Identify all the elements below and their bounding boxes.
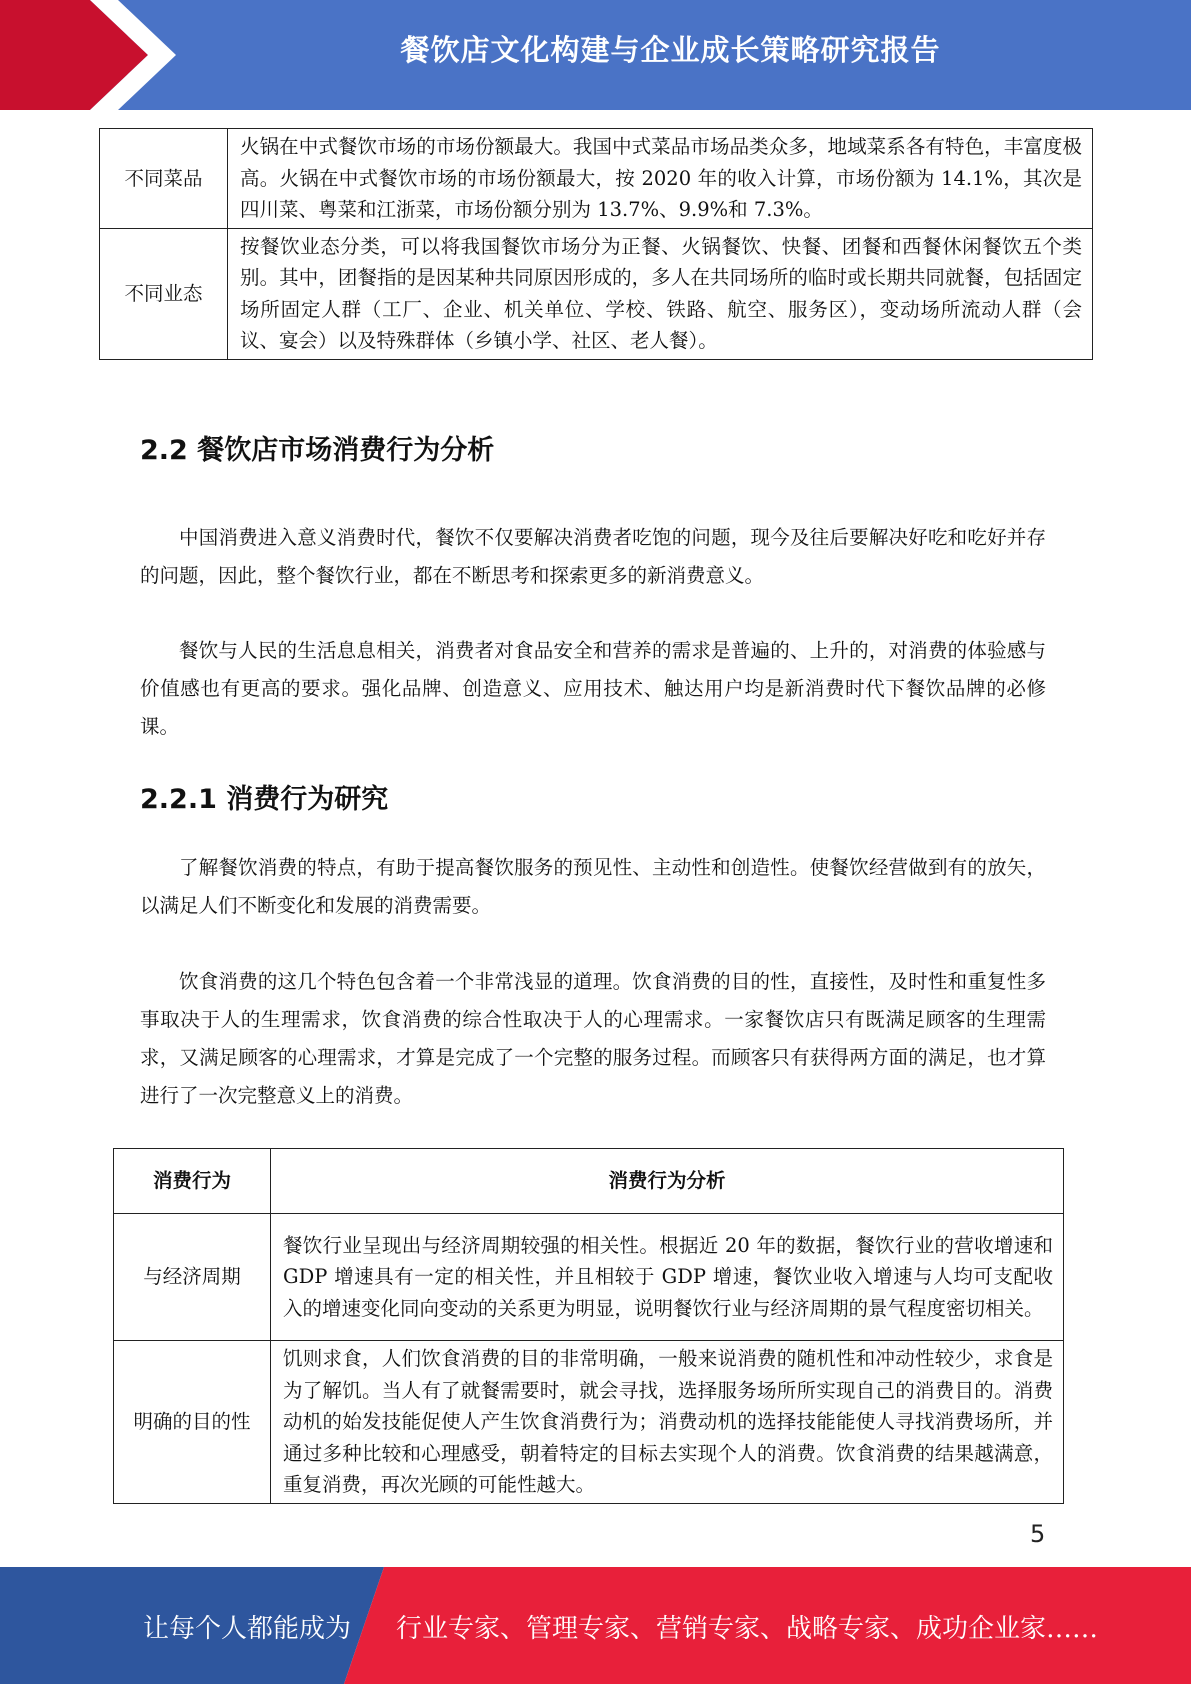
row-label: 不同业态 <box>100 228 228 359</box>
section-heading-2-2-1: 2.2.1 消费行为研究 <box>140 784 389 815</box>
row-text: 按餐饮业态分类，可以将我国餐饮市场分为正餐、火锅餐饮、快餐、团餐和西餐休闲餐饮五个类别。其中，团餐指的是因某种共同原因形成的，多人在共同场所的临时或长期共同就餐，包括固定场所固定人群（工厂、企业、机关单位、学校、铁路、航空、服务区），变动场所流动人群（会议、宴会）以及特殊群体（乡镇小学、社区、老人餐）。 <box>228 228 1093 359</box>
column-header: 消费行为分析 <box>271 1149 1064 1214</box>
consumer-behavior-table <box>113 1148 1064 1504</box>
row-text: 餐饮行业呈现出与经济周期较强的相关性。根据近 20 年的数据，餐饮行业的营收增速和 GDP 增速具有一定的相关性，并且相较于 GDP 增速，餐饮业收入增速与人均可支配收入的增速变化同向变动的关系更为明显，说明餐饮行业与经济周期的景气程度密切相关。 <box>271 1214 1064 1341</box>
page-number: 5 <box>1030 1520 1046 1548</box>
paragraph: 餐饮与人民的生活息息相关，消费者对食品安全和营养的需求是普遍的、上升的，对消费的体验感与价值感也有更高的要求。强化品牌、创造意义、应用技术、触达用户均是新消费时代下餐饮品牌的必修课。 <box>140 639 1046 738</box>
report-title: 餐饮店文化构建与企业成长策略研究报告 <box>400 33 941 67</box>
row-label: 不同菜品 <box>100 129 228 229</box>
row-text: 火锅在中式餐饮市场的市场份额最大。我国中式菜品市场品类众多，地域菜系各有特色，丰富度极高。火锅在中式餐饮市场的市场份额最大，按 2020 年的收入计算，市场份额为 14.1%，其次是四川菜、粤菜和江浙菜，市场份额分别为 13.7%、9.9%和 7.3%。 <box>228 129 1093 229</box>
page-header <box>0 0 1191 110</box>
table-row <box>114 1341 1064 1504</box>
footer-slogan-left: 让每个人都能成为 <box>143 1614 352 1644</box>
paragraph: 了解餐饮消费的特点，有助于提高餐饮服务的预见性、主动性和创造性。使餐饮经营做到有的放矢，以满足人们不断变化和发展的消费需要。 <box>140 856 1046 917</box>
section-heading-2-2: 2.2 餐饮店市场消费行为分析 <box>140 435 495 466</box>
table-header-row <box>114 1149 1064 1214</box>
row-label: 与经济周期 <box>114 1214 271 1341</box>
table-row <box>114 1214 1064 1341</box>
table-row <box>100 129 1093 229</box>
table-row <box>100 228 1093 359</box>
column-header: 消费行为 <box>114 1149 271 1214</box>
paragraph: 饮食消费的这几个特色包含着一个非常浅显的道理。饮食消费的目的性，直接性，及时性和重复性多事取决于人的生理需求，饮食消费的综合性取决于人的心理需求。一家餐饮店只有既满足顾客的生理需求，又满足顾客的心理需求，才算是完成了一个完整的服务过程。而顾客只有获得两方面的满足，也才算进行了一次完整意义上的消费。 <box>140 970 1046 1107</box>
page-footer <box>0 1567 1191 1684</box>
cuisine-format-table <box>99 128 1093 360</box>
row-label: 明确的目的性 <box>114 1341 271 1504</box>
row-text: 饥则求食，人们饮食消费的目的非常明确，一般来说消费的随机性和冲动性较少，求食是为了解饥。当人有了就餐需要时，就会寻找，选择服务场所所实现自己的消费目的。消费动机的始发技能促使人产生饮食消费行为；消费动机的选择技能能使人寻找消费场所，并通过多种比较和心理感受，朝着特定的目标去实现个人的消费。饮食消费的结果越满意，重复消费，再次光顾的可能性越大。 <box>271 1341 1064 1504</box>
footer-slogan-right: 行业专家、管理专家、营销专家、战略专家、成功企业家…… <box>396 1614 1099 1644</box>
paragraph: 中国消费进入意义消费时代，餐饮不仅要解决消费者吃饱的问题，现今及往后要解决好吃和吃好并存的问题，因此，整个餐饮行业，都在不断思考和探索更多的新消费意义。 <box>140 526 1046 587</box>
